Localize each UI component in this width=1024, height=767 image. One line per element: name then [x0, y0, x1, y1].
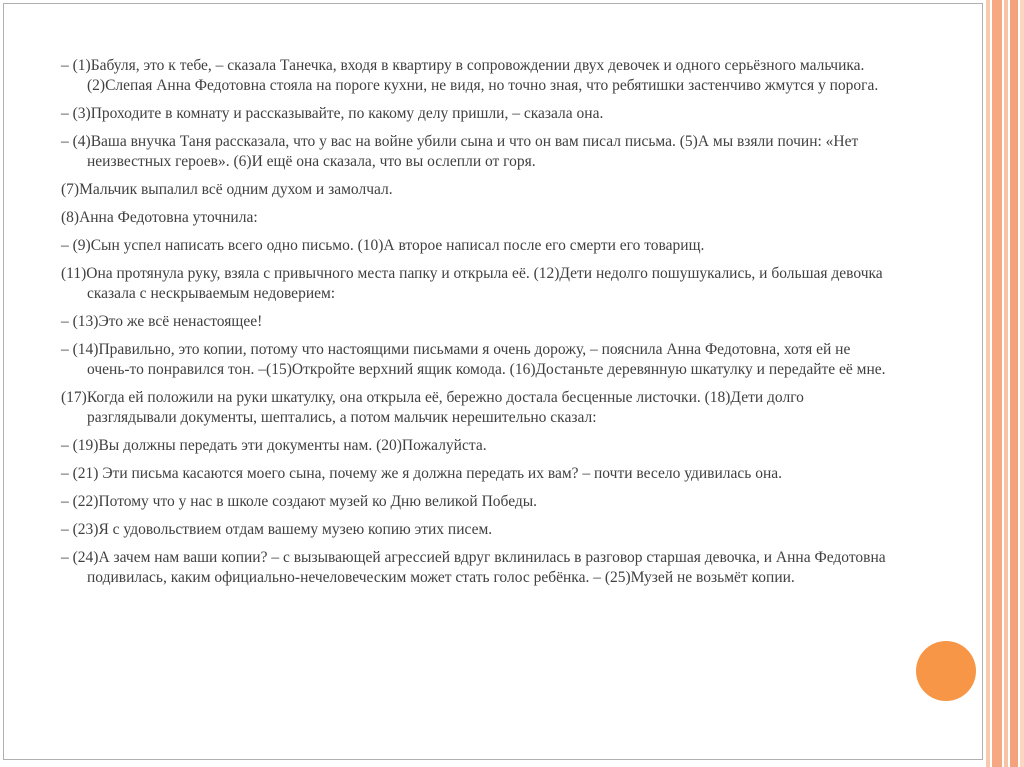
paragraph-15: – (24)А зачем нам ваши копии? – с вызывающей агрессией вдруг вклинилась в разговор старшая девочка, и Анна Федотовна подивилась, каким официально-нечеловеческим может стать голос ребёнка. – (25)Музей не возьмёт копии. [61, 549, 886, 586]
stripe [986, 0, 990, 767]
paragraph-7: (11)Она протянула руку, взяла с привычного места папку и открыла её. (12)Дети недолго пошушукались, и большая девочка сказала с нескрываемым недоверием: [61, 265, 883, 302]
accent-circle [916, 641, 976, 701]
paragraph-6: – (9)Сын успел написать всего одно письмо. (10)А второе написал после его смерти его товарищ. [61, 237, 705, 254]
paragraph-2: – (3)Проходите в комнату и рассказывайте, по какому делу пришли, – сказала она. [61, 105, 604, 122]
paragraph-14: – (23)Я с удовольствием отдам вашему музею копию этих писем. [61, 521, 493, 538]
paragraph-11: – (19)Вы должны передать эти документы нам. (20)Пожалуйста. [61, 437, 487, 454]
paragraph-10: (17)Когда ей положили на руки шкатулку, она открыла её, бережно достала бесценные листочки. (18)Дети долго разглядывали документы, шептались, а потом мальчик нерешительно сказал: [61, 389, 804, 426]
decorative-stripes [986, 0, 1024, 767]
paragraph-1: – (1)Бабуля, это к тебе, – сказала Танечка, входя в квартиру в сопровождении двух девочек и одного серьёзного мальчика. (2)Слепая Анна Федотовна стояла на пороге кухни, не видя, но точно зная, что ребятишки застенчиво жмутся у порога. [61, 57, 879, 94]
stripe [1004, 0, 1008, 767]
paragraph-4: (7)Мальчик выпалил всё одним духом и замолчал. [61, 181, 393, 198]
paragraph-3: – (4)Ваша внучка Таня рассказала, что у вас на войне убили сына и что он вам писал письма. (5)А мы взяли почин: «Нет неизвестных героев». (6)И ещё она сказала, что вы ослепли от горя. [61, 133, 859, 170]
stripe [1020, 0, 1024, 767]
paragraph-8: – (13)Это же всё ненастоящее! [61, 313, 263, 330]
stripe [992, 0, 1002, 767]
text-body [61, 56, 891, 596]
paragraph-9: – (14)Правильно, это копии, потому что настоящими письмами я очень дорожу, – пояснила Анна Федотовна, хотя ей не очень-то понравился тон. –(15)Откройте верхний ящик комода. (16)Достаньте деревянную шкатулку и передайте её мне. [61, 341, 886, 378]
stripe [1010, 0, 1018, 767]
paragraph-5: (8)Анна Федотовна уточнила: [61, 209, 258, 226]
paragraph-12: – (21) Эти письма касаются моего сына, почему же я должна передать их вам? – почти весело удивилась она. [61, 465, 782, 482]
paragraph-13: – (22)Потому что у нас в школе создают музей ко Дню великой Победы. [61, 493, 538, 510]
